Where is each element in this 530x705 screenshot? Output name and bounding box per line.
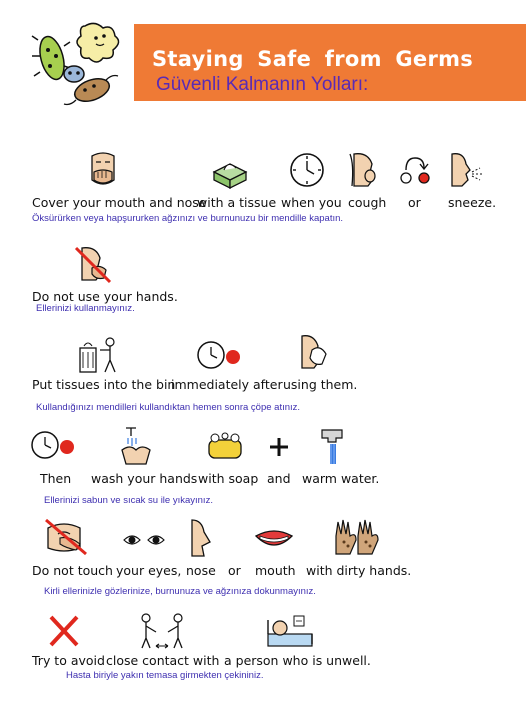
row2-label-1: Do not use your hands. (32, 289, 178, 304)
cover-mouth-icon (88, 152, 118, 188)
warm-water-tap-icon (320, 426, 348, 466)
no-hands-icon (74, 246, 112, 284)
row2-translation: Ellerinizi kullanmayınız. (36, 303, 135, 314)
row6-label-1: Try to avoid (32, 653, 105, 668)
row4-label-3: with soap (198, 471, 259, 486)
row5-label-6: with dirty hands. (306, 563, 412, 578)
row6-label-3: a person who is unwell. (224, 653, 371, 668)
row3-label-1: Put tissues into the bin (32, 377, 176, 392)
page-subtitle: Güvenli Kalmanın Yolları: (156, 74, 369, 95)
sick-person-icon (266, 612, 314, 650)
dirty-hands-icon (332, 518, 380, 558)
row1-label-2: with a tissue (197, 195, 277, 210)
row5-translation: Kirli ellerinizle gözlerinize, burnunuza ve ağzınıza dokunmayınız. (44, 586, 316, 597)
row4-translation: Ellerinizi sabun ve sıcak su ile yıkayınız. (44, 495, 213, 506)
row3-label-3: using them. (283, 377, 358, 392)
row6-label-2: close contact with (106, 653, 220, 668)
clock-then-icon (30, 430, 80, 466)
row1-label-3: when you (281, 195, 342, 210)
row6-translation: Hasta biriyle yakın temasa girmekten çekininiz. (66, 670, 264, 681)
row5-label-1: Do not touch (32, 563, 113, 578)
row1-label-6: sneeze. (448, 195, 497, 210)
row5-label-3: nose (186, 563, 216, 578)
row4-label-5: warm water. (302, 471, 380, 486)
row1-translation: Öksürürken veya hapşururken ağzınızı ve burnunuzu bir mendille kapatın. (32, 213, 344, 224)
row3-label-2: immediately after (171, 377, 283, 392)
row5-label-5: mouth (255, 563, 296, 578)
clock-icon (289, 152, 325, 188)
row1-label-4: cough (348, 195, 387, 210)
germs-illustration-icon (30, 16, 150, 116)
cough-icon (348, 152, 378, 188)
blow-nose-icon (298, 334, 328, 372)
row1-label-1: Cover your mouth and nose (32, 195, 207, 210)
plus-icon (268, 436, 290, 458)
soap-icon (205, 432, 245, 462)
red-cross-icon (48, 614, 80, 648)
mouth-icon (254, 526, 294, 552)
sneeze-icon (448, 152, 488, 188)
row4-label-4: and (267, 471, 291, 486)
bin-icon (78, 336, 122, 376)
eyes-icon (122, 532, 166, 548)
row3-translation: Kullandığınızı mendilleri kullandıktan hemen sonra çöpe atınız. (36, 402, 301, 413)
no-touch-icon (44, 518, 88, 556)
wash-hands-icon (118, 426, 152, 466)
page-title: Staying Safe from Germs (152, 47, 474, 71)
close-contact-icon (138, 612, 186, 652)
or-choice-icon (398, 154, 432, 186)
nose-icon (188, 518, 214, 558)
clock-soon-icon (196, 340, 246, 376)
row4-label-1: Then (40, 471, 72, 486)
tissue-box-icon (212, 158, 246, 188)
row4-label-2: wash your hands (91, 471, 198, 486)
row5-label-4: or (228, 563, 241, 578)
row1-label-5: or (408, 195, 421, 210)
row5-label-2: your eyes, (116, 563, 182, 578)
